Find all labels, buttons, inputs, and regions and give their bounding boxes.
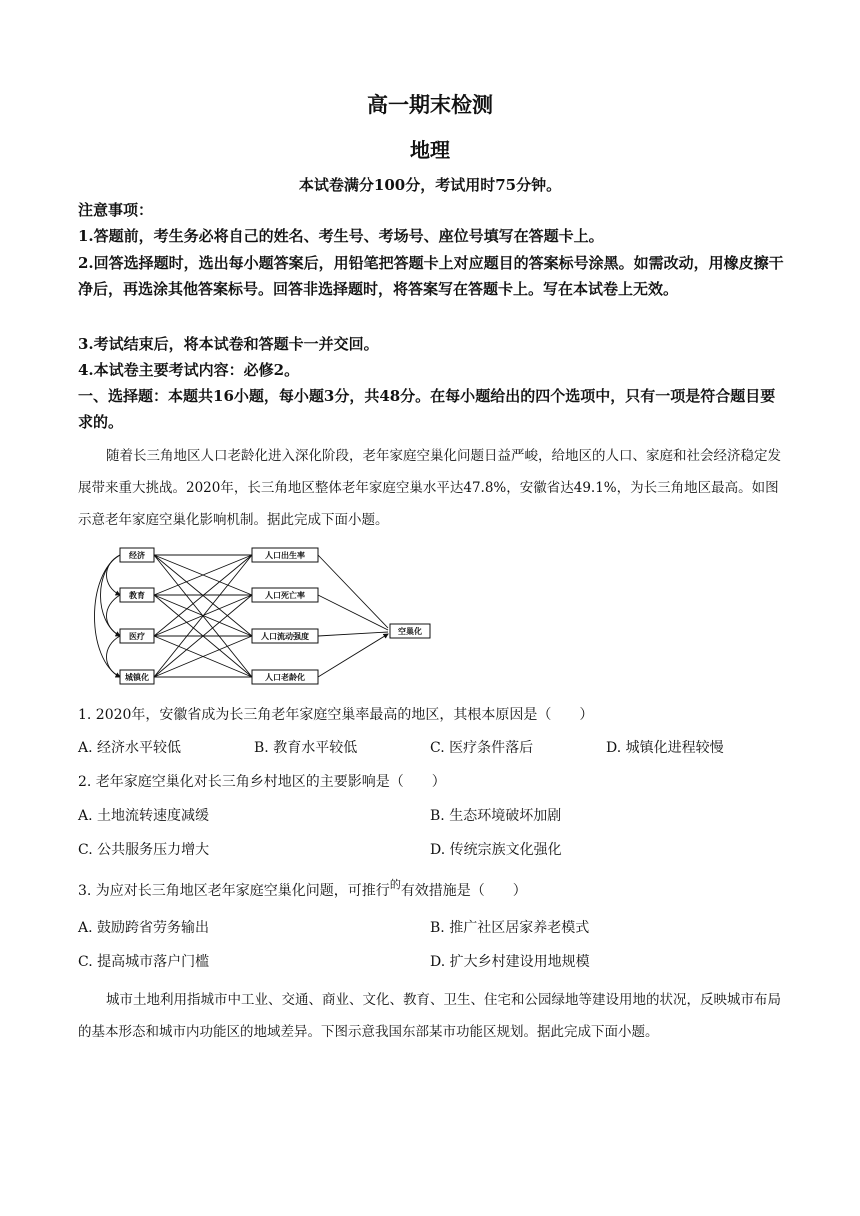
- q1-option-a[interactable]: A. 经济水平较低: [78, 740, 182, 756]
- q1-option-c[interactable]: C. 医疗条件落后: [430, 740, 534, 756]
- note-item-3: 3.考试结束后，将本试卷和答题卡一并交回。: [78, 335, 379, 353]
- link-lines: [154, 555, 252, 677]
- node-education: 教育: [129, 591, 145, 600]
- node-aging: 人口老龄化: [265, 673, 305, 682]
- q2-option-c[interactable]: C. 公共服务压力增大: [78, 842, 210, 858]
- question-2-stem: 2. 老年家庭空巢化对长三角乡村地区的主要影响是（ ）: [78, 774, 446, 790]
- node-birth-rate: 人口出生率: [265, 551, 305, 560]
- q3-stem-part2: 有效措施是（ ）: [400, 883, 527, 899]
- q2-option-d[interactable]: D. 传统宗族文化强化: [430, 842, 562, 858]
- note-item-2: 2.回答选择题时，选出每小题答案后，用铅笔把答题卡上对应题目的答案标号涂黑。如需改动，用橡皮擦干净后，再选涂其他答案标号。回答非选择题时，将答案写在答题卡上。写在本试卷上无效。: [78, 254, 784, 298]
- node-medical: 医疗: [129, 632, 145, 641]
- note-item-1: 1.答题前，考生务必将自己的姓名、考生号、考场号、座位号填写在答题卡上。: [78, 227, 604, 245]
- section-heading: 一、选择题：本题共16小题，每小题3分，共48分。在每小题给出的四个选项中，只有一项是符合题目要求的。: [78, 387, 776, 431]
- node-economy: 经济: [129, 551, 145, 560]
- q3-option-a[interactable]: A. 鼓励跨省劳务输出: [78, 920, 210, 936]
- q3-stem-sup: 的: [389, 878, 401, 891]
- q3-option-b[interactable]: B. 推广社区居家养老模式: [430, 920, 590, 936]
- question-3-stem: [78, 878, 527, 902]
- q3-option-d[interactable]: D. 扩大乡村建设用地规模: [430, 954, 590, 970]
- notes-heading: 注意事项：: [78, 201, 154, 219]
- subject-title: 地理: [410, 138, 450, 162]
- exam-info: 本试卷满分100分，考试用时75分钟。: [298, 176, 562, 194]
- passage-1: 随着长三角地区人口老龄化进入深化阶段，老年家庭空巢化问题日益严峻，给地区的人口、家庭和社会经济稳定发展带来重大挑战。2020年，长三角地区整体老年家庭空巢水平达47.8%，安徽省达49.1%，为长三角地区最高。如图示意老年家庭空巢化影响机制。据此完成下面小题。: [78, 448, 781, 528]
- node-mobility: 人口流动强度: [261, 632, 309, 641]
- passage-2: 城市土地利用指城市中工业、交通、商业、文化、教育、卫生、住宅和公园绿地等建设用地的状况，反映城市布局的基本形态和城市内功能区的地域差异。下图示意我国东部某市功能区规划。据此完成下面小题。: [78, 992, 781, 1040]
- node-empty-nest: 空巢化: [398, 627, 422, 636]
- empty-nest-mechanism-diagram: [76, 544, 436, 689]
- q3-option-c[interactable]: C. 提高城市落户门槛: [78, 954, 210, 970]
- node-death-rate: 人口死亡率: [265, 591, 305, 600]
- exam-title: 高一期末检测: [367, 92, 493, 117]
- node-urbanization: 城镇化: [125, 673, 149, 682]
- q1-option-b[interactable]: B. 教育水平较低: [254, 740, 358, 756]
- q1-option-d[interactable]: D. 城镇化进程较慢: [606, 740, 724, 756]
- question-1-stem: 1. 2020年，安徽省成为长三角老年家庭空巢率最高的地区，其根本原因是（ ）: [78, 707, 594, 723]
- q2-option-b[interactable]: B. 生态环境破坏加剧: [430, 808, 562, 824]
- note-item-4: 4.本试卷主要考试内容：必修2。: [78, 361, 300, 379]
- q2-option-a[interactable]: A. 土地流转速度减缓: [78, 808, 210, 824]
- q3-stem-part1: 3. 为应对长三角地区老年家庭空巢化问题，可推行: [78, 883, 390, 899]
